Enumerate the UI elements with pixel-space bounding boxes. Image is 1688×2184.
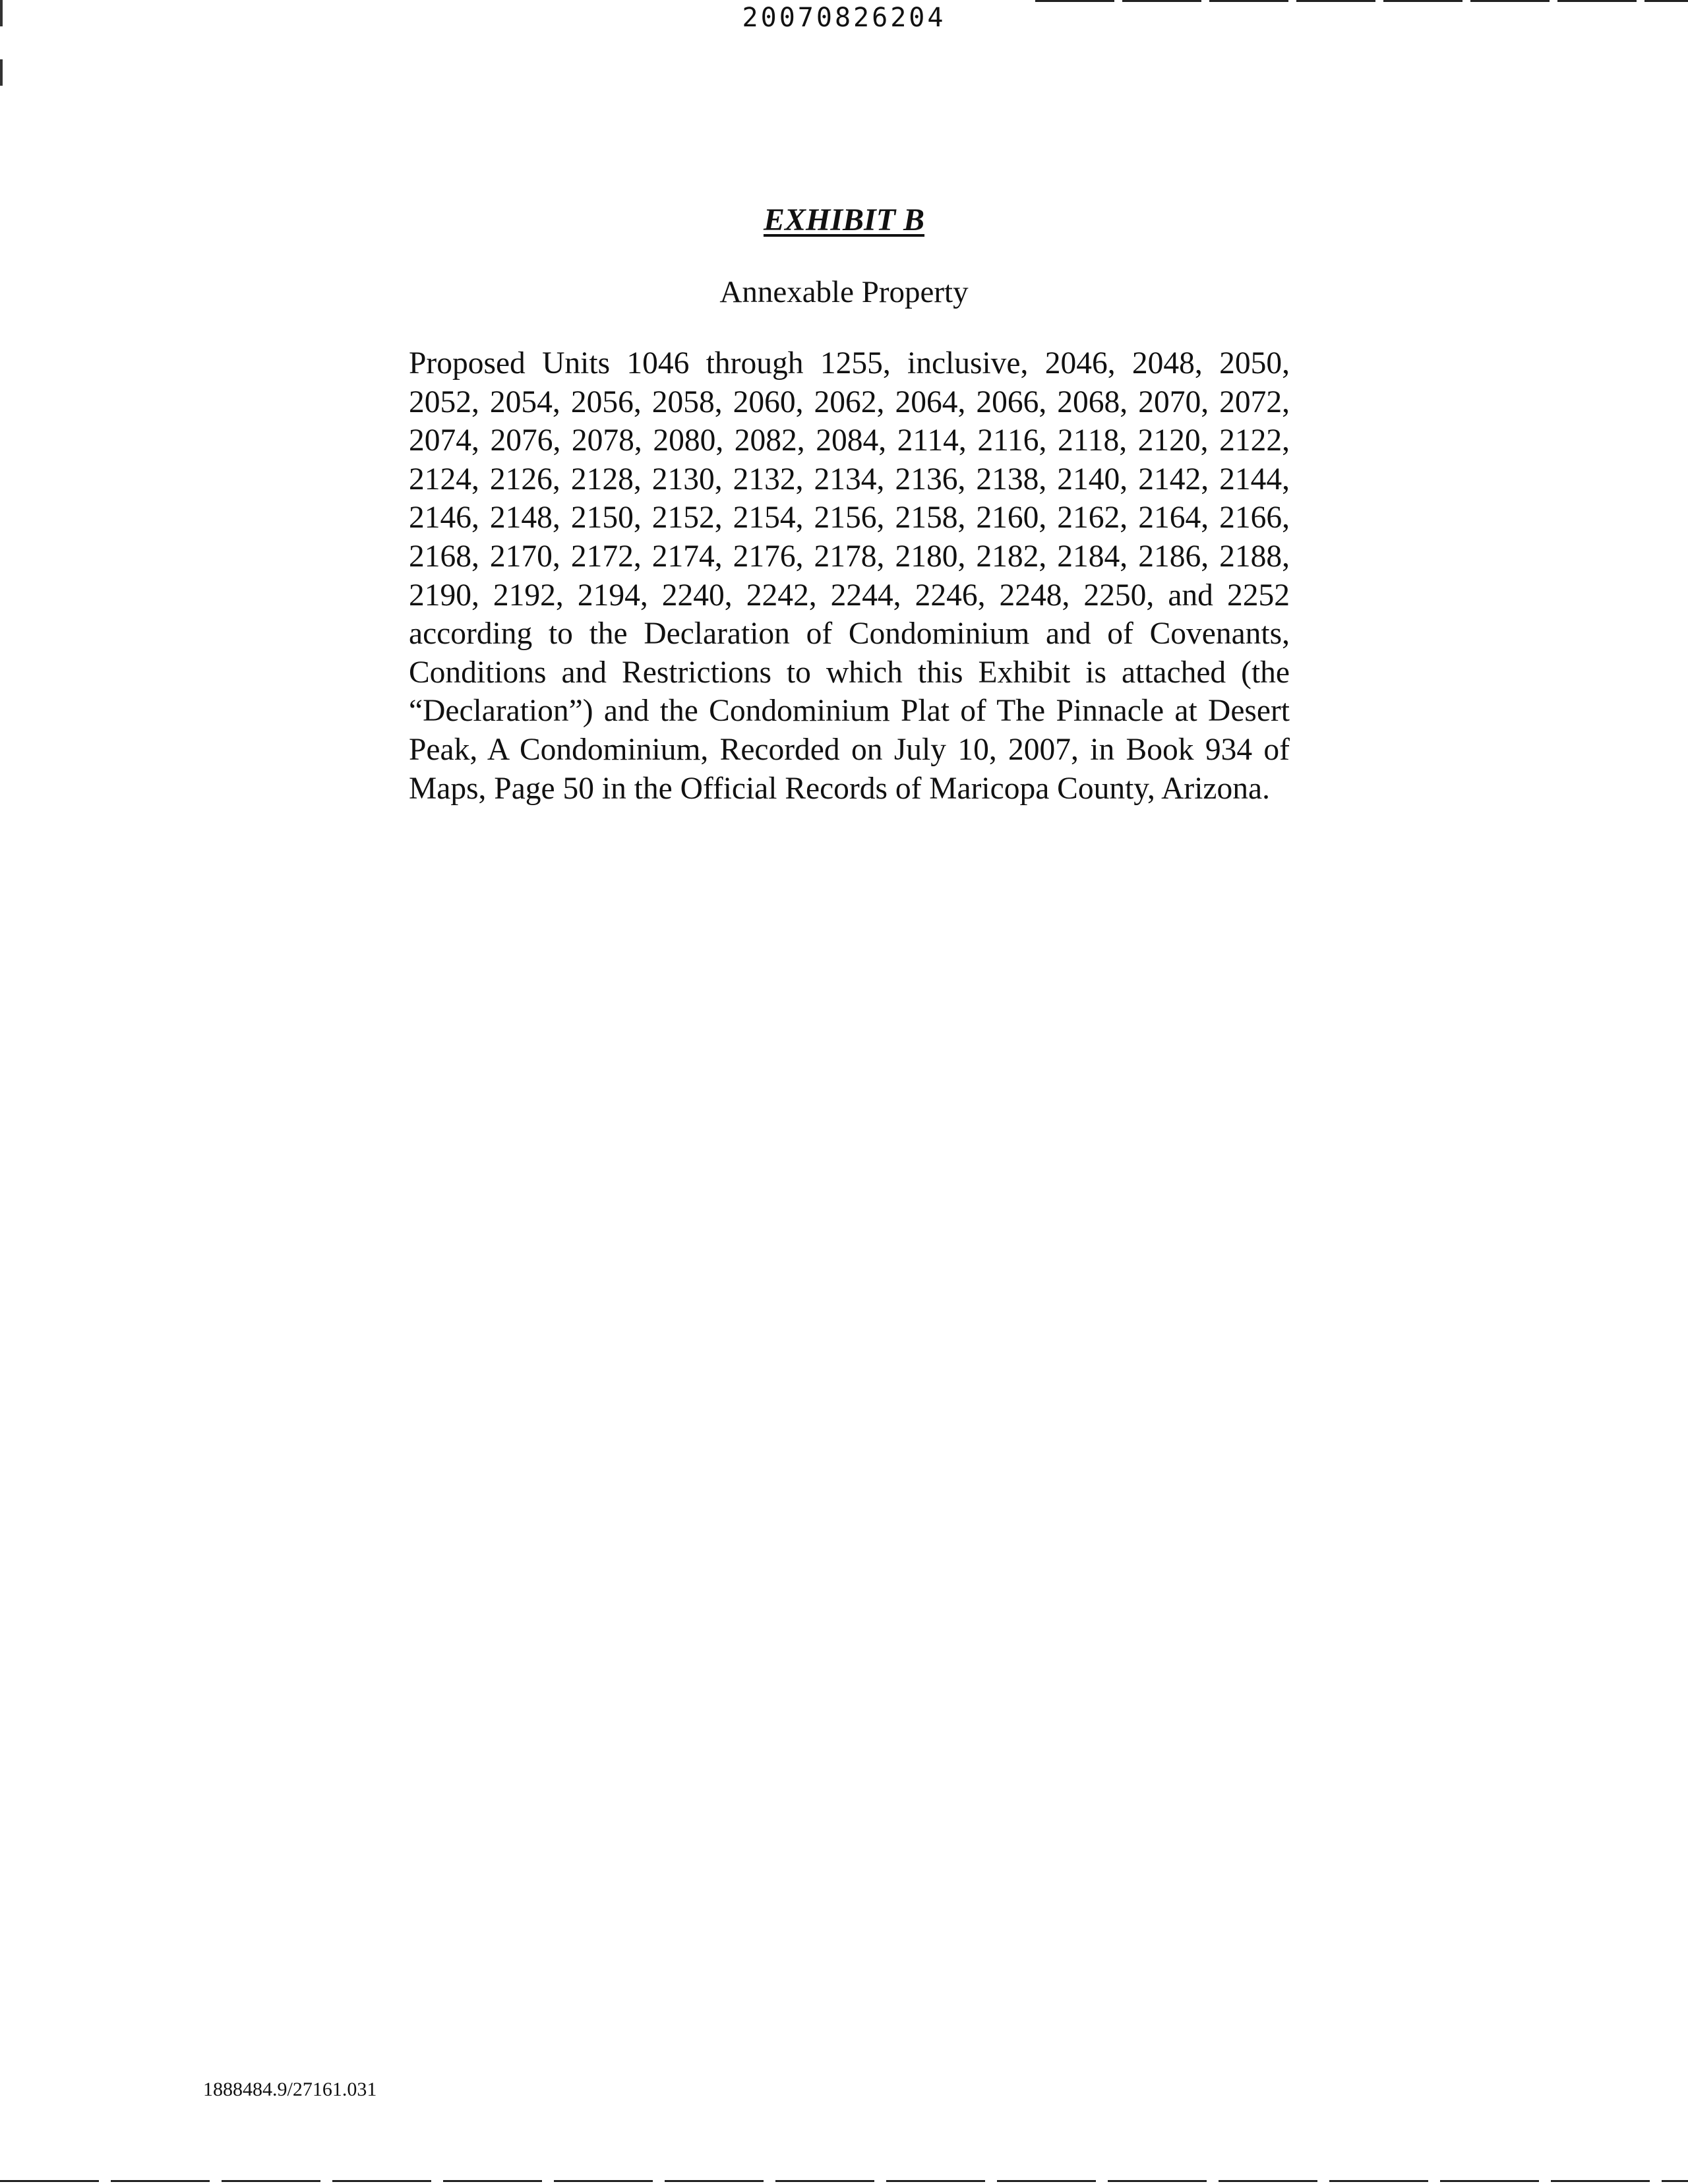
- exhibit-subtitle: Annexable Property: [719, 275, 969, 309]
- property-description: Proposed Units 1046 through 1255, inclusive, 2046, 2048, 2050, 2052, 2054, 2056, 2058, 2060, 2062, 2064, 2066, 2068, 2070, 2072, 2074, 2076, 2078, 2080, 2082, 2084, 2114, 2116, 2118, 2120, 2122, 2124, 2126, 2128, 2130, 2132, 2134, 2136, 2138, 2140, 2142, 2144, 2146, 2148, 2150, 2152, 2154, 2156, 2158, 2160, 2162, 2164, 2166, 2168, 2170, 2172, 2174, 2176, 2178, 2180, 2182, 2184, 2186, 2188, 2190, 2192, 2194, 2240, 2242, 2244, 2246, 2248, 2250, and 2252 according to the Declaration of Condominium and of Covenants, Conditions and Restrictions to which this Exhibit is attached (the “Declaration”) and the Condominium Plat of The Pinnacle at Desert Peak, A Condominium, Recorded on July 10, 2007, in Book 934 of Maps, Page 50 in the Official Records of Maricopa County, Arizona.: [409, 346, 1290, 806]
- scan-border-bottom: [0, 2180, 1688, 2182]
- document-code: 1888484.9/27161.031: [203, 2078, 377, 2100]
- scan-border-top: [1035, 0, 1688, 2]
- exhibit-title: EXHIBIT B: [763, 202, 925, 237]
- recording-number: 20070826204: [742, 3, 946, 33]
